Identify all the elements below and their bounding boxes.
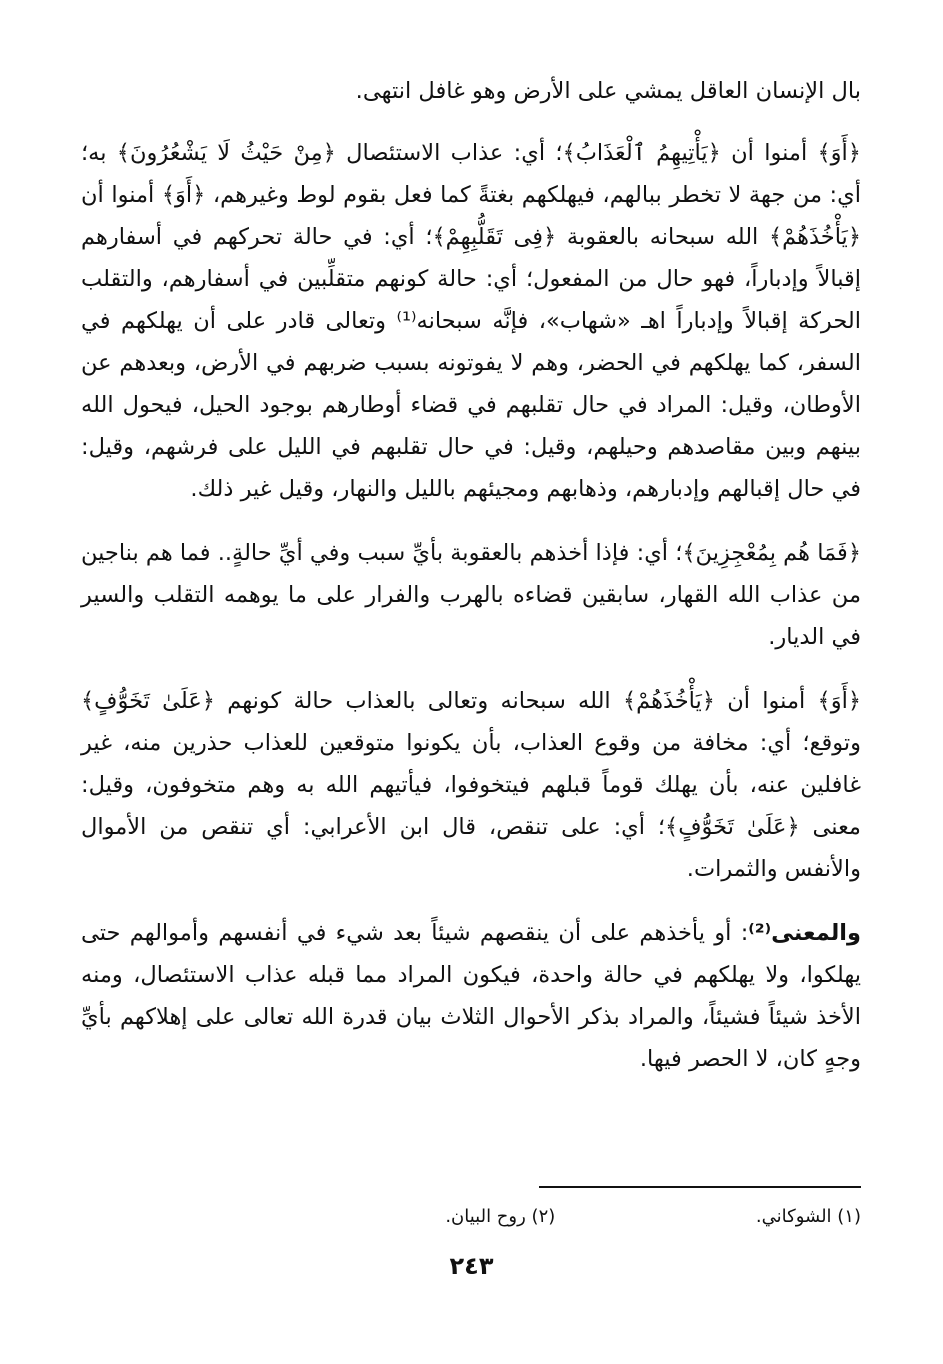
paragraph-5-lead: والمعنى⁽²⁾ — [748, 920, 861, 946]
page-number: ٢٤٣ — [449, 1252, 494, 1280]
footnote-2: (٢) روح البيان. — [445, 1206, 556, 1227]
paragraph-4: ﴿أَوَ﴾ أمنوا أن ﴿يَأْخُذَهُمْ﴾ الله سبحانه وتعالى بالعذاب حالة كونهم ﴿عَلَىٰ تَخَوُّفٍ﴾ وتوقع؛ أي: مخافة من وقوع العذاب، بأن يكونوا متوقعين للعذاب حذرين منه، غير غافلين عنه، بأن يهلك قوماً قبلهم فيتخوفوا، فيأتيهم الله به وهم متخوفون، وقيل: معنى ﴿عَلَىٰ تَخَوُّفٍ﴾؛ أي: على تنقص، قال ابن الأعرابي: أي تنقص من الأموال والأنفس والثمرات. — [81, 688, 861, 882]
footnotes — [301, 1203, 861, 1231]
footnote-divider — [539, 1186, 861, 1188]
footnote-1: (١) الشوكاني. — [755, 1206, 861, 1227]
page-body — [81, 70, 861, 1102]
paragraph-5 — [81, 912, 861, 1080]
paragraph-3: ﴿فَمَا هُم بِمُعْجِزِينَ﴾؛ أي: فإذا أخذهم بالعقوبة بأيِّ سبب وفي أيِّ حالةٍ.. فما هم بناجين من عذاب الله القهار، سابقين قضاءه بالهرب والفرار على ما يوهمه التقلب والسير في الديار. — [81, 540, 861, 650]
paragraph-2: ﴿أَوَ﴾ أمنوا أن ﴿يَأْتِيهِمُ ٱلْعَذَابُ﴾؛ أي: عذاب الاستئصال ﴿مِنْ حَيْثُ لَا يَشْعُرُونَ﴾ به؛ أي: من جهة لا تخطر ببالهم، فيهلكهم بغتةً كما فعل بقوم لوط وغيرهم، ﴿أَوَ﴾ أمنوا أن ﴿يَأْخُذَهُمْ﴾ الله سبحانه بالعقوبة ﴿فِى تَقَلُّبِهِمْ﴾؛ أي: في حالة تحركهم في أسفارهم إقبالاً وإدباراً، فهو حال من المفعول؛ أي: حالة كونهم متقلِّبين في أسفارهم، والتقلب الحركة إقبالاً وإدباراً اهـ «شهاب»، فإنَّه سبحانه⁽¹⁾ وتعالى قادر على أن يهلكهم في السفر، كما يهلكهم في الحضر، وهم لا يفوتونه بسبب ضربهم في الأرض، وبعدهم عن الأوطان، وقيل: المراد في حال تقلبهم في قضاء أوطارهم بوجود الحيل، فيحول الله بينهم وبين مقاصدهم وحيلهم، وقيل: في حال تقلبهم في الليل على فرشهم، وقيل: في حال إقبالهم وإدبارهم، وذهابهم ومجيئهم بالليل والنهار، وقيل غير ذلك. — [81, 140, 861, 502]
paragraph-5-text: : أو يأخذهم على أن ينقصهم شيئاً بعد شيء في أنفسهم وأموالهم حتى يهلكوا، ولا يهلكهم في حالة واحدة، فيكون المراد مما قبله عذاب الاستئصال، ومنه الأخذ شيئاً فشيئاً، والمراد بذكر الأحوال الثلاث بيان قدرة الله تعالى على إهلاكهم بأيِّ وجهٍ كان، لا الحصر فيها. — [81, 920, 861, 1072]
paragraph-1: بال الإنسان العاقل يمشي على الأرض وهو غافل انتهى. — [355, 78, 861, 104]
